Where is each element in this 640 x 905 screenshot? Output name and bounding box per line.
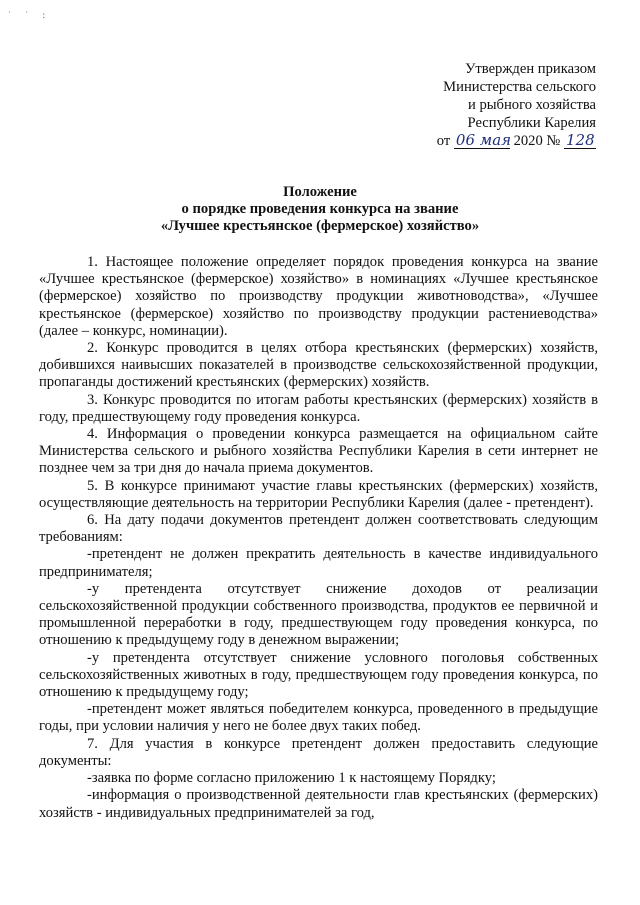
document-list-item: -информация о производственной деятельности глав крестьянских (фермерских) хозяйств - индивидуальных предпринимателей за год, [39,787,598,821]
approval-line-2: Министерства сельского [443,79,596,95]
approval-date-line [437,132,596,150]
requirement-item: -у претендента отсутствует снижение доходов от реализации сельскохозяйственной продукции собственного производства, продуктов ее первичной и промышленной переработки в году, предшествующем году проведения конкурса, по отношению к предыдущему году в денежном выражении; [39,580,598,649]
date-prefix: от [436,133,451,149]
title-line-2: о порядке проведения конкурса на звание [181,201,459,217]
requirement-item: -претендент не должен прекратить деятельность в качестве индивидуального предпринимателя; [39,546,598,580]
handwritten-date: 06 мая [455,131,512,149]
approval-line-3: и рыбного хозяйства [467,97,596,113]
document-title [0,184,640,235]
requirement-item: -у претендента отсутствует снижение условного поголовья собственных сельскохозяйственных животных в году, предшествующем году проведения конкурса, по отношению к предыдущему году; [39,649,598,701]
paragraph-6: 6. На дату подачи документов претендент должен соответствовать следующим требованиям: [39,512,598,546]
title-line-3: «Лучшее крестьянское (фермерское) хозяйство» [160,218,480,234]
paragraph-2: 2. Конкурс проводится в целях отбора крестьянских (фермерских) хозяйств, добившихся наивысших показателей в производстве сельскохозяйственной продукции, пропаганды достижений крестьянских (фермерских) хозяйств. [39,340,598,391]
approval-line-1: Утвержден приказом [465,61,596,77]
document-list-item: -заявка по форме согласно приложению 1 к настоящему Порядку; [87,770,496,787]
document-body [39,254,598,822]
paragraph-3: 3. Конкурс проводится по итогам работы крестьянских (фермерских) хозяйств в году, предшествующему году проведения конкурса. [39,391,598,425]
requirement-item: -претендент может являться победителем конкурса, проведенного в предыдущие годы, при условии наличия у него не более двух таких побед. [39,701,598,735]
paragraph-7: 7. Для участия в конкурсе претендент должен предоставить следующие документы: [39,735,598,769]
scan-specks: ˙ ˙ : [8,10,51,20]
paragraph-4: 4. Информация о проведении конкурса размещается на официальном сайте Министерства сельского и рыбного хозяйства Республики Карелия в сети интернет не позднее чем за три дня до начала приема документов. [39,426,598,477]
year-number-label: 2020 № [513,133,561,149]
approval-stamp-block [437,60,596,150]
title-line-1: Положение [283,184,357,200]
paragraph-1: 1. Настоящее положение определяет порядок проведения конкурса на звание «Лучшее крестьянское (фермерское) хозяйство» в номинациях «Лучшее крестьянское (фермерское) хозяйство по производству продукции животноводства», «Лучшее крестьянское (фермерское) хозяйство по производству продукции растениеводства» (далее – конкурс, номинации). [39,254,598,339]
handwritten-number: 128 [566,131,595,149]
approval-line-4: Республики Карелия [467,115,596,131]
paragraph-5: 5. В конкурсе принимают участие главы крестьянских (фермерских) хозяйств, осуществляющие деятельность на территории Республики Карелия (далее - претендент). [39,477,598,511]
